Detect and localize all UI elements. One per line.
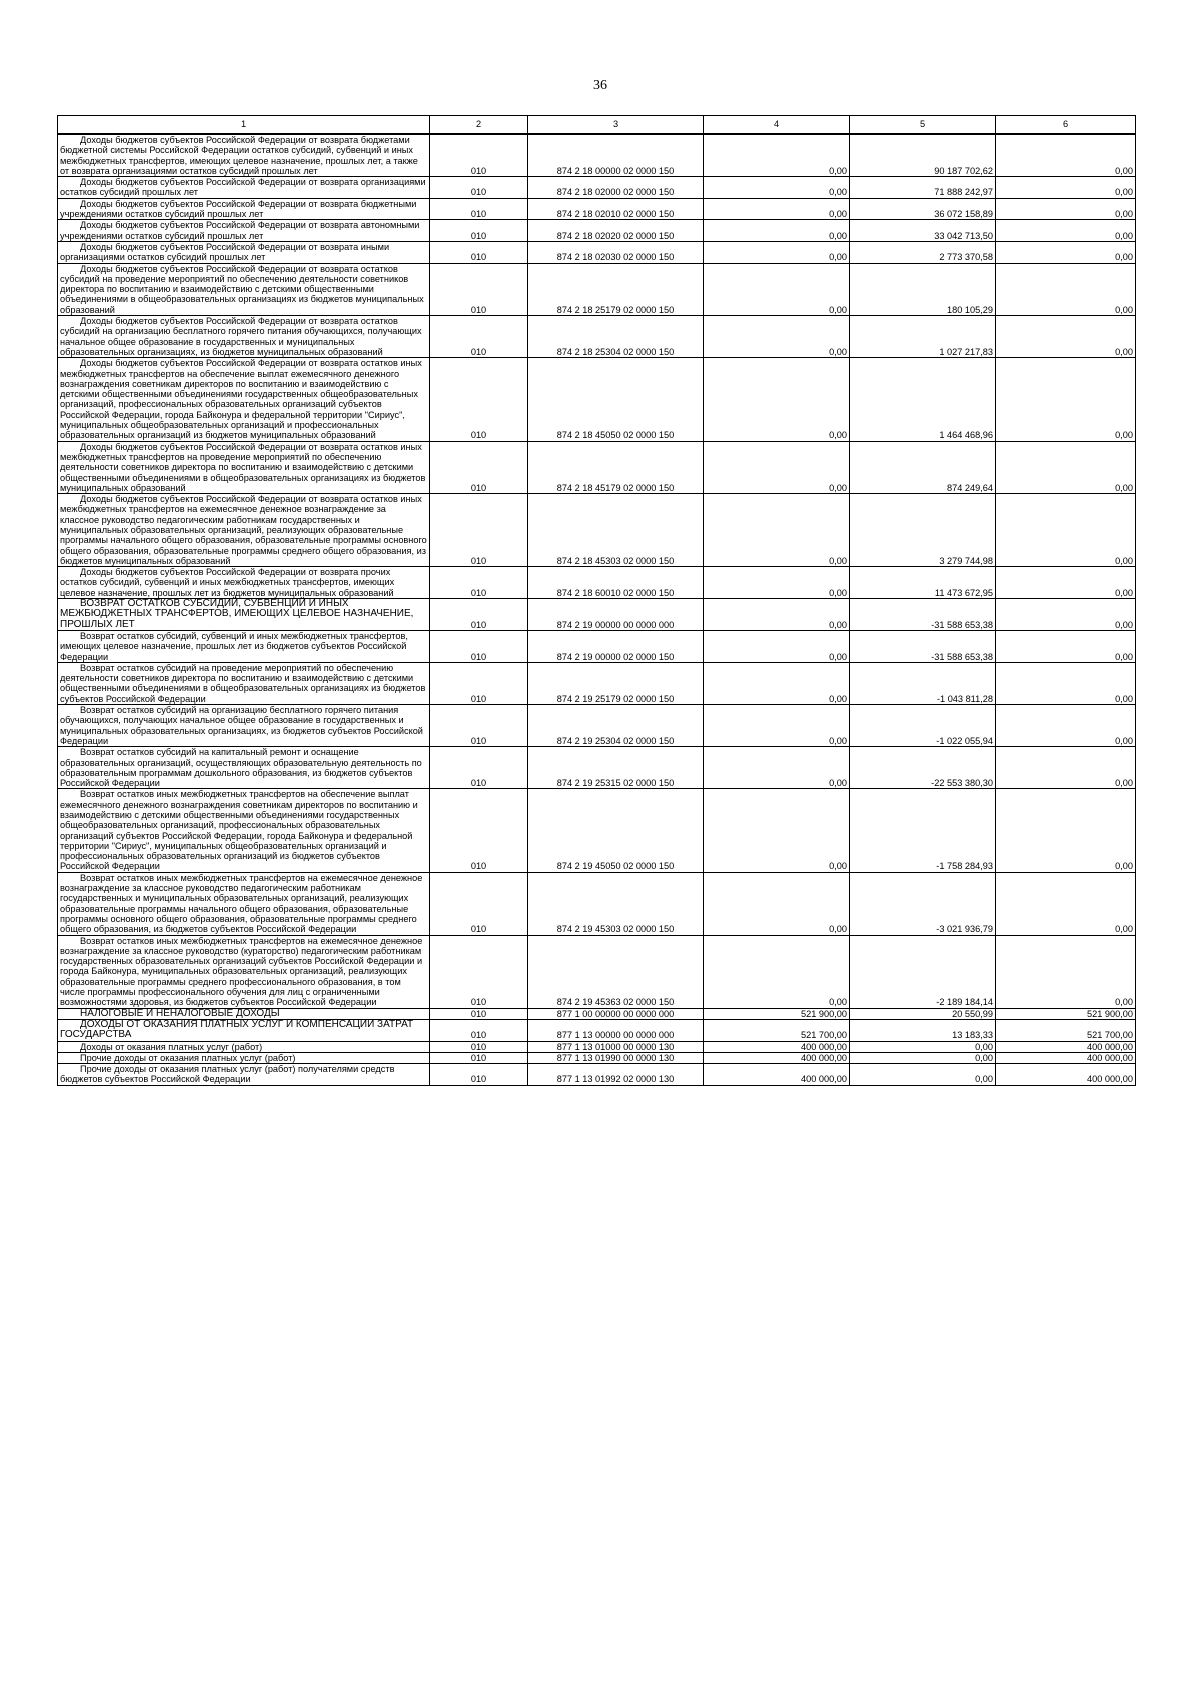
table-row — [58, 789, 1136, 872]
table-row — [58, 220, 1136, 242]
table-row — [58, 241, 1136, 263]
row-description: ВОЗВРАТ ОСТАТКОВ СУБСИДИЙ, СУБВЕНЦИЙ И ИНЫХ МЕЖБЮДЖЕТНЫХ ТРАНСФЕРТОВ, ИМЕЮЩИХ ЦЕЛЕВОЕ НАЗНАЧЕНИЕ, ПРОШЛЫХ ЛЕТ — [60, 598, 414, 630]
row-value-col4: 0,00 — [704, 872, 850, 935]
table-row — [58, 134, 1136, 177]
row-description: НАЛОГОВЫЕ И НЕНАЛОГОВЫЕ ДОХОДЫ — [80, 1007, 280, 1019]
column-header: 4 — [704, 116, 850, 135]
column-header: 5 — [850, 116, 996, 135]
row-budget-code: 877 1 13 01990 00 0000 130 — [528, 1052, 704, 1063]
row-value-col4: 0,00 — [704, 599, 850, 631]
row-value-col6: 400 000,00 — [996, 1041, 1136, 1052]
row-value-col5: 90 187 702,62 — [850, 134, 996, 177]
row-budget-code: 874 2 19 45363 02 0000 150 — [528, 935, 704, 1008]
row-description: Возврат остатков субсидий на проведение мероприятий по обеспечению деятельности советников директора по воспитанию и взаимодействию с детскими общественными объединениями в общеобразовательных организациях из бюджетов субъектов Российской Федерации — [60, 662, 426, 704]
row-value-col6: 521 700,00 — [996, 1019, 1136, 1041]
table-row — [58, 705, 1136, 747]
row-value-col6: 0,00 — [996, 494, 1136, 567]
row-description-cell — [58, 134, 430, 177]
row-value-col6: 0,00 — [996, 316, 1136, 358]
row-description-cell — [58, 177, 430, 199]
row-description: Прочие доходы от оказания платных услуг (работ) — [80, 1052, 296, 1063]
row-line-code: 010 — [430, 494, 528, 567]
row-budget-code: 874 2 18 60010 02 0000 150 — [528, 567, 704, 599]
row-description-cell — [58, 358, 430, 441]
row-value-col4: 0,00 — [704, 567, 850, 599]
row-value-col6: 0,00 — [996, 241, 1136, 263]
row-description-cell — [58, 1064, 430, 1086]
row-line-code: 010 — [430, 1041, 528, 1052]
row-budget-code: 874 2 18 00000 02 0000 150 — [528, 134, 704, 177]
row-value-col4: 400 000,00 — [704, 1041, 850, 1052]
row-value-col4: 0,00 — [704, 358, 850, 441]
row-value-col4: 0,00 — [704, 263, 850, 315]
row-description-cell — [58, 630, 430, 662]
row-line-code: 010 — [430, 316, 528, 358]
row-budget-code: 877 1 13 00000 00 0000 000 — [528, 1019, 704, 1041]
row-value-col6: 400 000,00 — [996, 1064, 1136, 1086]
row-value-col4: 521 700,00 — [704, 1019, 850, 1041]
row-line-code: 010 — [430, 263, 528, 315]
table-row — [58, 494, 1136, 567]
column-header: 3 — [528, 116, 704, 135]
revenue-table — [57, 115, 1136, 1086]
row-description: Доходы бюджетов субъектов Российской Федерации от возврата остатков иных межбюджетных трансфертов на обеспечение выплат ежемесячного денежного вознаграждения советникам директоров по воспитанию и взаимодействию с детскими общественными объединениями государственных общеобразовательных организаций, профессиональных образовательных организаций субъектов Российской Федерации, города Байконура и федеральной территории "Сириус", муниципальных общеобразовательных организаций и профессиональных образовательных организаций из бюджетов муниципальных образований — [60, 358, 422, 441]
row-value-col5: 1 464 468,96 — [850, 358, 996, 441]
row-value-col4: 0,00 — [704, 662, 850, 704]
row-description-cell — [58, 747, 430, 789]
row-value-col4: 0,00 — [704, 198, 850, 220]
row-value-col5: 13 183,33 — [850, 1019, 996, 1041]
row-value-col5: 180 105,29 — [850, 263, 996, 315]
row-value-col6: 0,00 — [996, 134, 1136, 177]
table-row — [58, 747, 1136, 789]
row-budget-code: 877 1 13 01992 02 0000 130 — [528, 1064, 704, 1086]
row-description-cell — [58, 220, 430, 242]
row-value-col4: 400 000,00 — [704, 1052, 850, 1063]
row-line-code: 010 — [430, 1008, 528, 1019]
row-value-col6: 400 000,00 — [996, 1052, 1136, 1063]
row-value-col6: 0,00 — [996, 358, 1136, 441]
row-line-code: 010 — [430, 198, 528, 220]
row-value-col6: 0,00 — [996, 599, 1136, 631]
row-description-cell — [58, 494, 430, 567]
row-line-code: 010 — [430, 177, 528, 199]
row-value-col4: 521 900,00 — [704, 1008, 850, 1019]
row-value-col5: 1 027 217,83 — [850, 316, 996, 358]
row-description-cell — [58, 872, 430, 935]
row-value-col5: 3 279 744,98 — [850, 494, 996, 567]
row-value-col5: -31 588 653,38 — [850, 630, 996, 662]
row-line-code: 010 — [430, 599, 528, 631]
column-header: 6 — [996, 116, 1136, 135]
row-value-col5: -31 588 653,38 — [850, 599, 996, 631]
row-value-col4: 0,00 — [704, 316, 850, 358]
row-description-cell — [58, 241, 430, 263]
table-body — [58, 134, 1136, 1085]
row-budget-code: 874 2 18 02010 02 0000 150 — [528, 198, 704, 220]
row-description: Доходы бюджетов субъектов Российской Федерации от возврата остатков субсидий на проведение мероприятий по обеспечению деятельности советников директора по воспитанию и взаимодействию с детскими общественными объединениями в общеобразовательных организациях из бюджетов муниципальных образований — [60, 263, 424, 315]
row-line-code: 010 — [430, 662, 528, 704]
table-row — [58, 358, 1136, 441]
table-row — [58, 599, 1136, 631]
row-value-col5: 20 550,99 — [850, 1008, 996, 1019]
row-description-cell — [58, 1019, 430, 1041]
row-description: Возврат остатков иных межбюджетных трансфертов на ежемесячное денежное вознаграждение за классное руководство педагогическим работникам государственных и муниципальных образовательных организаций, реализующих образовательные программы начального общего образования, образовательные программы основного общего образования, образовательные программы среднего общего образования, из бюджетов субъектов Российской Федерации — [60, 872, 423, 935]
row-description: Доходы бюджетов субъектов Российской Федерации от возврата остатков субсидий на организацию бесплатного горячего питания обучающихся, получающих начальное общее образование в государственных и муниципальных образовательных организациях, из бюджетов муниципальных образований — [60, 316, 422, 357]
table-row — [58, 198, 1136, 220]
row-description-cell — [58, 662, 430, 704]
row-value-col5: -22 553 380,30 — [850, 747, 996, 789]
row-description-cell — [58, 789, 430, 872]
row-line-code: 010 — [430, 935, 528, 1008]
column-header: 1 — [58, 116, 430, 135]
row-value-col6: 0,00 — [996, 220, 1136, 242]
row-value-col6: 0,00 — [996, 872, 1136, 935]
row-description-cell — [58, 316, 430, 358]
row-line-code: 010 — [430, 789, 528, 872]
row-value-col5: 71 888 242,97 — [850, 177, 996, 199]
row-description: Доходы бюджетов субъектов Российской Федерации от возврата автономными учреждениями остатков субсидий прошлых лет — [60, 220, 420, 241]
table-row — [58, 1052, 1136, 1063]
row-description-cell — [58, 1008, 430, 1019]
table-row — [58, 630, 1136, 662]
table-row — [58, 316, 1136, 358]
row-line-code: 010 — [430, 747, 528, 789]
row-description-cell — [58, 935, 430, 1008]
row-value-col6: 0,00 — [996, 935, 1136, 1008]
row-budget-code: 874 2 19 00000 00 0000 000 — [528, 599, 704, 631]
table-header-row — [58, 116, 1136, 135]
row-value-col5: -3 021 936,79 — [850, 872, 996, 935]
row-description: Возврат остатков субсидий, субвенций и иных межбюджетных трансфертов, имеющих целевое назначение, прошлых лет из бюджетов субъектов Российской Федерации — [60, 630, 408, 662]
row-line-code: 010 — [430, 220, 528, 242]
table-row — [58, 177, 1136, 199]
row-value-col5: 2 773 370,58 — [850, 241, 996, 263]
row-value-col5: 11 473 672,95 — [850, 567, 996, 599]
row-budget-code: 874 2 18 25179 02 0000 150 — [528, 263, 704, 315]
row-line-code: 010 — [430, 1064, 528, 1086]
row-value-col6: 0,00 — [996, 630, 1136, 662]
page-number: 36 — [593, 78, 607, 93]
row-description: Доходы бюджетов субъектов Российской Федерации от возврата иными организациями остатков субсидий прошлых лет — [60, 241, 390, 263]
row-budget-code: 874 2 19 45303 02 0000 150 — [528, 872, 704, 935]
row-budget-code: 874 2 18 02000 02 0000 150 — [528, 177, 704, 199]
row-budget-code: 874 2 19 25179 02 0000 150 — [528, 662, 704, 704]
row-line-code: 010 — [430, 358, 528, 441]
row-value-col5: -2 189 184,14 — [850, 935, 996, 1008]
row-budget-code: 874 2 19 25304 02 0000 150 — [528, 705, 704, 747]
row-value-col6: 0,00 — [996, 441, 1136, 493]
row-description: Доходы бюджетов субъектов Российской Федерации от возврата организациями остатков субсидий прошлых лет — [60, 177, 426, 198]
row-value-col6: 0,00 — [996, 789, 1136, 872]
row-description-cell — [58, 1052, 430, 1063]
row-value-col6: 0,00 — [996, 662, 1136, 704]
row-description: Возврат остатков субсидий на капитальный ремонт и оснащение образовательных организаций, осуществляющих образовательную деятельность по образовательным программам дошкольного образования, из бюджетов субъектов Российской Федерации — [60, 747, 422, 789]
row-budget-code: 874 2 19 00000 02 0000 150 — [528, 630, 704, 662]
row-description: ДОХОДЫ ОТ ОКАЗАНИЯ ПЛАТНЫХ УСЛУГ И КОМПЕНСАЦИИ ЗАТРАТ ГОСУДАРСТВА — [60, 1018, 414, 1041]
table-row — [58, 1064, 1136, 1086]
row-description-cell — [58, 567, 430, 599]
table-row — [58, 567, 1136, 599]
table-row — [58, 441, 1136, 493]
row-line-code: 010 — [430, 705, 528, 747]
row-description: Доходы бюджетов субъектов Российской Федерации от возврата остатков иных межбюджетных трансфертов на проведение мероприятий по обеспечению деятельности советников директора по воспитанию и взаимодействию с детскими общественными объединениями в общеобразовательных организациях из бюджетов муниципальных образований — [60, 441, 426, 493]
row-description-cell — [58, 705, 430, 747]
row-value-col4: 0,00 — [704, 935, 850, 1008]
row-line-code: 010 — [430, 441, 528, 493]
row-value-col5: 33 042 713,50 — [850, 220, 996, 242]
row-value-col5: 874 249,64 — [850, 441, 996, 493]
row-line-code: 010 — [430, 134, 528, 177]
row-value-col4: 0,00 — [704, 705, 850, 747]
row-description: Возврат остатков субсидий на организацию бесплатного горячего питания обучающихся, получающих начальное общее образование в государственных и муниципальных образовательных организациях, из бюджетов субъектов Российской Федерации — [60, 705, 423, 746]
row-description: Возврат остатков иных межбюджетных трансфертов на ежемесячное денежное вознаграждение за классное руководство (кураторство) педагогическим работникам государственных образовательных организаций субъектов Российской Федерации и города Байконура, муниципальных образовательных организаций, реализующих образовательные программы среднего профессионального образования, в том числе программы профессионального обучения для лиц с ограниченными возможностями здоровья, из бюджетов субъектов Российской Федерации — [60, 935, 423, 1008]
row-value-col6: 521 900,00 — [996, 1008, 1136, 1019]
table-row — [58, 872, 1136, 935]
row-value-col6: 0,00 — [996, 705, 1136, 747]
row-value-col4: 400 000,00 — [704, 1064, 850, 1086]
row-description: Доходы бюджетов субъектов Российской Федерации от возврата остатков иных межбюджетных трансфертов на ежемесячное денежное вознаграждение за классное руководство педагогическим работникам государственных и муниципальных образовательных организаций, реализующих образовательные программы начального общего образования, образовательные программы основного общего образования, образовательные программы среднего общего образования, из бюджетов муниципальных образований — [60, 494, 427, 566]
row-description: Доходы от оказания платных услуг (работ) — [80, 1041, 263, 1052]
row-line-code: 010 — [430, 241, 528, 263]
row-budget-code: 877 1 00 00000 00 0000 000 — [528, 1008, 704, 1019]
row-description: Прочие доходы от оказания платных услуг (работ) получателями средств бюджетов субъектов Российской Федерации — [60, 1064, 395, 1085]
table-row — [58, 1019, 1136, 1041]
row-description: Доходы бюджетов субъектов Российской Федерации от возврата бюджетами бюджетной системы Российской Федерации остатков субсидий, субвенций и иных межбюджетных трансфертов, имеющих целевое назначение, прошлых лет, а также от возврата организациями остатков субсидий прошлых лет — [60, 135, 418, 176]
row-budget-code: 874 2 18 45179 02 0000 150 — [528, 441, 704, 493]
row-description-cell — [58, 263, 430, 315]
row-description-cell — [58, 599, 430, 631]
row-budget-code: 874 2 18 25304 02 0000 150 — [528, 316, 704, 358]
row-line-code: 010 — [430, 1052, 528, 1063]
row-value-col5: -1 043 811,28 — [850, 662, 996, 704]
row-value-col6: 0,00 — [996, 198, 1136, 220]
row-value-col5: -1 022 055,94 — [850, 705, 996, 747]
row-description: Доходы бюджетов субъектов Российской Федерации от возврата прочих остатков субсидий, субвенций и иных межбюджетных трансфертов, имеющих целевое назначение, прошлых лет из бюджетов муниципальных образований — [60, 567, 395, 598]
row-value-col5: 0,00 — [850, 1041, 996, 1052]
row-value-col5: 36 072 158,89 — [850, 198, 996, 220]
row-description-cell — [58, 1041, 430, 1052]
row-description-cell — [58, 441, 430, 493]
table-row — [58, 935, 1136, 1008]
row-budget-code: 874 2 18 45303 02 0000 150 — [528, 494, 704, 567]
table-row — [58, 662, 1136, 704]
row-value-col5: 0,00 — [850, 1052, 996, 1063]
row-value-col4: 0,00 — [704, 177, 850, 199]
table-row — [58, 1008, 1136, 1019]
row-description: Возврат остатков иных межбюджетных трансфертов на обеспечение выплат ежемесячного денежного вознаграждения советникам директоров по воспитанию и взаимодействию с детскими общественными объединениями государственных общеобразовательных организаций, профессиональных образовательных организаций субъектов Российской Федерации, города Байконура и федеральной территории "Сириус", муниципальных общеобразовательных организаций и профессиональных образовательных организаций из бюджетов субъектов Российской Федерации — [60, 789, 418, 872]
row-value-col4: 0,00 — [704, 220, 850, 242]
row-budget-code: 874 2 18 02020 02 0000 150 — [528, 220, 704, 242]
column-header: 2 — [430, 116, 528, 135]
row-value-col6: 0,00 — [996, 263, 1136, 315]
row-budget-code: 874 2 18 45050 02 0000 150 — [528, 358, 704, 441]
row-budget-code: 874 2 19 25315 02 0000 150 — [528, 747, 704, 789]
row-budget-code: 877 1 13 01000 00 0000 130 — [528, 1041, 704, 1052]
row-budget-code: 874 2 19 45050 02 0000 150 — [528, 789, 704, 872]
row-budget-code: 874 2 18 02030 02 0000 150 — [528, 241, 704, 263]
row-line-code: 010 — [430, 567, 528, 599]
row-line-code: 010 — [430, 1019, 528, 1041]
row-description: Доходы бюджетов субъектов Российской Федерации от возврата бюджетными учреждениями остатков субсидий прошлых лет — [60, 198, 417, 220]
row-value-col5: -1 758 284,93 — [850, 789, 996, 872]
row-value-col4: 0,00 — [704, 241, 850, 263]
row-description-cell — [58, 198, 430, 220]
row-value-col6: 0,00 — [996, 177, 1136, 199]
table-row — [58, 1041, 1136, 1052]
row-value-col4: 0,00 — [704, 747, 850, 789]
row-value-col4: 0,00 — [704, 441, 850, 493]
row-value-col4: 0,00 — [704, 134, 850, 177]
row-value-col4: 0,00 — [704, 494, 850, 567]
row-value-col6: 0,00 — [996, 747, 1136, 789]
row-value-col4: 0,00 — [704, 789, 850, 872]
row-line-code: 010 — [430, 872, 528, 935]
row-value-col4: 0,00 — [704, 630, 850, 662]
row-value-col6: 0,00 — [996, 567, 1136, 599]
table-row — [58, 263, 1136, 315]
row-value-col5: 0,00 — [850, 1064, 996, 1086]
row-line-code: 010 — [430, 630, 528, 662]
